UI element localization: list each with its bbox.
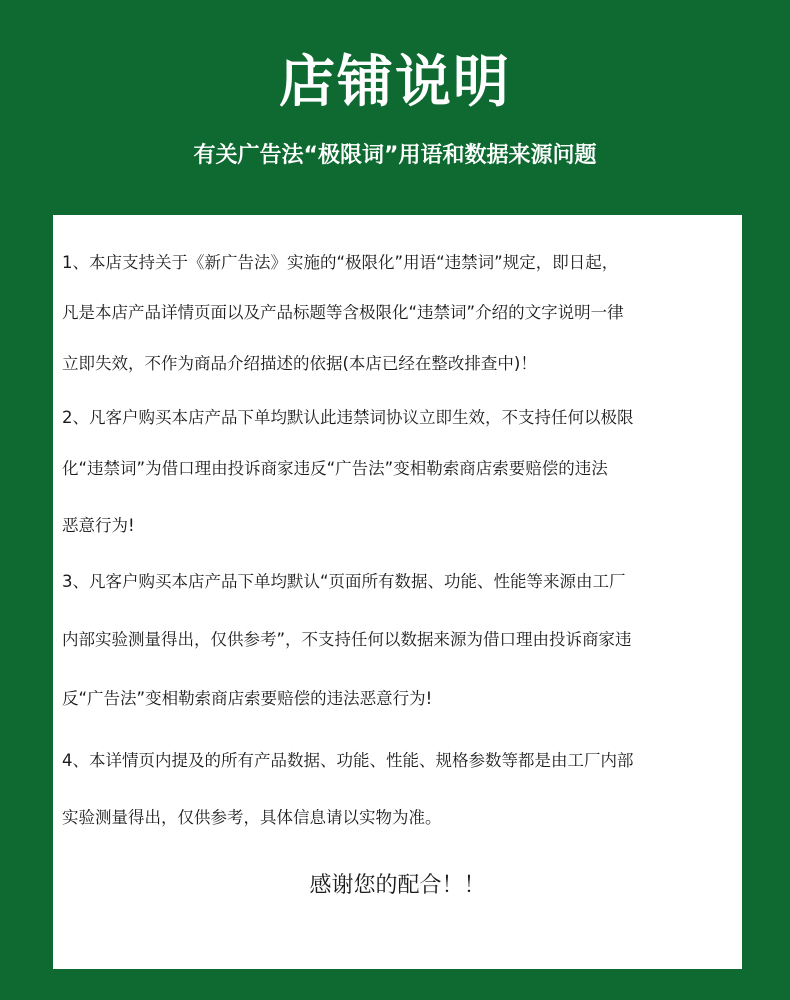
thanks-message: 感谢您的配合！！ bbox=[309, 873, 486, 898]
notice-line: 内部实验测量得出，仅供参考”，不支持任何以数据来源为借口理由投诉商家违 bbox=[62, 630, 632, 649]
notice-panel bbox=[53, 215, 742, 969]
notice-line: 实验测量得出，仅供参考，具体信息请以实物为准。 bbox=[62, 808, 442, 827]
notice-line: 4、本详情页内提及的所有产品数据、功能、性能、规格参数等都是由工厂内部 bbox=[62, 751, 634, 770]
notice-line: 立即失效，不作为商品介绍描述的依据(本店已经在整改排查中)！ bbox=[62, 354, 537, 373]
notice-line: 2、凡客户购买本店产品下单均默认此违禁词协议立即生效，不支持任何以极限 bbox=[62, 408, 634, 427]
notice-line: 1、本店支持关于《新广告法》实施的“极限化”用语“违禁词”规定，即日起， bbox=[62, 253, 619, 272]
page-title: 店铺说明 bbox=[279, 50, 511, 115]
notice-line: 3、凡客户购买本店产品下单均默认“页面所有数据、功能、性能等来源由工厂 bbox=[62, 572, 626, 591]
notice-line: 化“违禁词”为借口理由投诉商家违反“广告法”变相勒索商店索要赔偿的违法 bbox=[62, 459, 608, 478]
notice-line: 反“广告法”变相勒索商店索要赔偿的违法恶意行为! bbox=[62, 689, 433, 708]
page-subtitle: 有关广告法“极限词”用语和数据来源问题 bbox=[193, 143, 597, 168]
notice-line: 凡是本店产品详情页面以及产品标题等含极限化“违禁词”介绍的文字说明一律 bbox=[62, 303, 624, 322]
notice-line: 恶意行为! bbox=[62, 516, 135, 535]
